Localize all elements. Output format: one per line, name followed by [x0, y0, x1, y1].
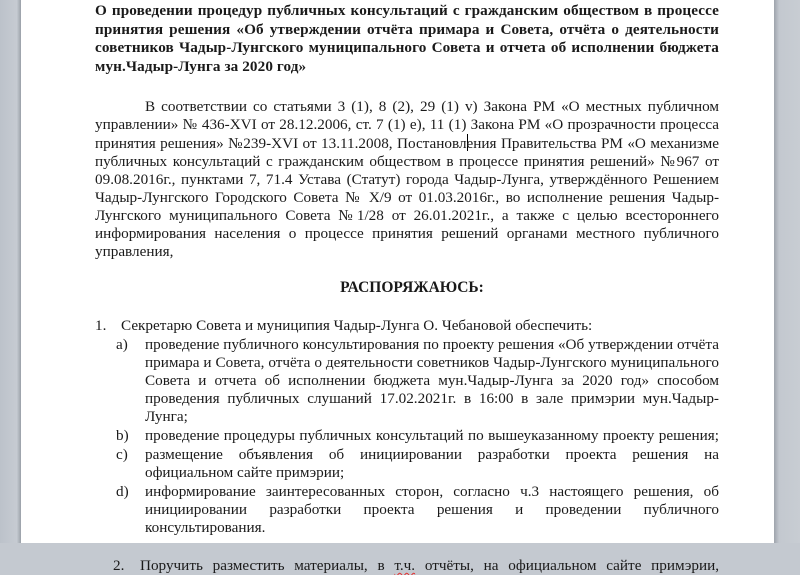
subitem-line: проведение публичного консультирования по проекту решения «Об утверждении отчёта — [145, 336, 719, 353]
title-line: мун.Чадыр-Лунга за 2020 год» — [95, 57, 307, 75]
subitem-line: Лунга; — [145, 408, 188, 425]
list-number: 1. — [95, 317, 107, 334]
right-gutter-scrollbar-area[interactable] — [774, 0, 800, 543]
subitem-line: размещение объявления об инициировании разработки проекта решения на — [145, 446, 719, 463]
title-line: принятия решения «Об утверждении отчёта примара и Совета, отчёта о деятельности — [95, 20, 719, 38]
preamble-line: Чадыр-Лунгского Городского Совета № X/9 от 01.03.2016г., во исполнение решения Чадыр- — [95, 189, 719, 206]
left-gutter — [0, 0, 21, 543]
subitem-label: c) — [116, 446, 128, 463]
subitem-label: b) — [116, 427, 129, 444]
text-after-cursor: ения Правительства РМ «О механизме — [466, 135, 720, 152]
document-content — [95, 0, 719, 575]
subitem-line: информирование заинтересованных сторон, согласно ч.3 настоящего решения, об — [145, 483, 719, 500]
preamble-line: В соответствии со статьями 3 (1), 8 (2), 29 (1) v) Закона РМ «О местных публичном — [145, 98, 719, 115]
preamble-line: Лунгского муниципального Совета №1/28 от 26.01.2021г., а также с целью всестороннего — [95, 207, 719, 224]
list-number: 2. — [113, 557, 125, 574]
subitem-b — [95, 427, 719, 445]
subitem-d — [95, 483, 719, 537]
subitem-label: d) — [116, 483, 129, 500]
text-before-cursor: принятия решения» №239-XVI от 13.11.2008, Постановл — [95, 135, 467, 152]
preamble-line: управления, — [95, 243, 174, 260]
list-item-text: отчёты, на официальном сайте примэрии, — [424, 557, 719, 574]
preamble-line-with-cursor — [95, 134, 719, 153]
preamble-line: информирования населения о процессе принятия решений органами местного публичного — [95, 225, 719, 242]
subitem-line: примара и Совета, отчёта о деятельности советников Чадыр-Лунгского муниципального — [145, 354, 719, 371]
subitem-line: инициировании разработки проекта решения и проведении публичного — [145, 501, 719, 518]
title-line: советников Чадыр-Лунгского муниципального Совета и отчета об исполнении бюджета — [95, 39, 719, 56]
preamble-paragraph — [95, 98, 719, 261]
subitem-c — [95, 446, 719, 482]
list-item-1 — [95, 317, 719, 335]
list-item-line — [140, 557, 719, 575]
subitem-line: Совета и отчета об исполнении бюджета мун.Чадыр-Лунга за 2020 год» способом — [145, 372, 719, 389]
title-line: О проведении процедур публичных консультаций с гражданским обществом в процессе — [95, 2, 719, 19]
subitem-line: официальном сайте примэрии; — [145, 464, 345, 481]
document-page[interactable] — [21, 0, 774, 574]
spellcheck-flagged-word[interactable]: т.ч. — [394, 557, 416, 574]
subitem-line: проведения публичных слушаний 17.02.2021г. в 16:00 в зале примэрии мун.Чадыр- — [145, 390, 719, 407]
order-list — [95, 317, 719, 537]
subitem-line: проведение процедуры публичных консультаций по вышеуказанному проекту решения; — [145, 427, 719, 444]
list-item-text: Поручить разместить материалы, в — [140, 557, 385, 574]
order-heading: РАСПОРЯЖАЮСЬ: — [340, 279, 484, 296]
list-item-text: Секретарю Совета и муниципия Чадыр-Лунга О. Чебановой обеспечить: — [121, 317, 593, 334]
preamble-line: 09.08.2016г., пунктами 7, 71.4 Устава (Статут) города Чадыр-Лунга, утверждённого Решением — [95, 171, 719, 188]
list-item-2 — [95, 557, 719, 575]
preamble-line: управлении» № 436-XVI от 28.12.2006, ст. 7 (1) e), 11 (1) Закона РМ «О прозрачности процесса — [95, 116, 719, 133]
preamble-line: публичных консультаций с гражданским обществом в процессе принятия решений» №967 от — [95, 153, 719, 170]
subitem-label: a) — [116, 336, 128, 353]
subitem-line: консультирования. — [145, 519, 266, 536]
subitem-a — [95, 336, 719, 426]
document-title — [95, 2, 719, 76]
